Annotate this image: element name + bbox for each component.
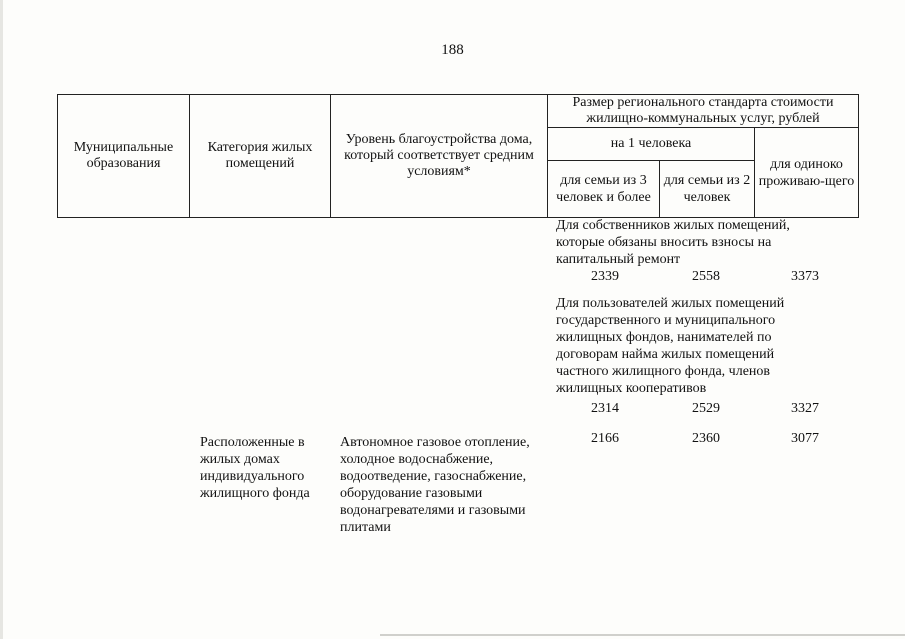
header-single: для одиноко проживаю-щего bbox=[755, 128, 859, 218]
scan-edge-left bbox=[0, 0, 3, 639]
section-owners-label: Для собственников жилых помещений, которые обязаны вносить взносы на капитальный ремонт bbox=[556, 218, 790, 267]
header-table bbox=[57, 94, 859, 218]
header-level: Уровень благоустройства дома, который соответствует средним условиям* bbox=[331, 95, 548, 218]
row-value-family2: 2360 bbox=[692, 431, 720, 446]
row-value-single: 3077 bbox=[791, 431, 819, 446]
owners-value-family3: 2339 bbox=[591, 269, 619, 284]
owners-value-single: 3373 bbox=[791, 269, 819, 284]
users-value-family3: 2314 bbox=[591, 401, 619, 416]
header-per-person: на 1 человека bbox=[548, 128, 755, 161]
header-family2: для семьи из 2 человек bbox=[660, 161, 755, 218]
row-category: Расположенные в жилых домах индивидуального жилищного фонда bbox=[200, 435, 310, 501]
header-family3: для семьи из 3 человек и более bbox=[548, 161, 660, 218]
row-value-family3: 2166 bbox=[591, 431, 619, 446]
users-value-single: 3327 bbox=[791, 401, 819, 416]
header-municipal: Муниципальные образования bbox=[58, 95, 190, 218]
page-number: 188 bbox=[441, 42, 464, 58]
header-standard: Размер регионального стандарта стоимости жилищно-коммунальных услуг, рублей bbox=[548, 95, 859, 128]
row-level: Автономное газовое отопление, холодное водоснабжение, водоотведение, газоснабжение, оборудование газовыми водонагревателями и газовыми плитами bbox=[340, 435, 530, 535]
scan-edge-bottom bbox=[380, 634, 905, 636]
owners-value-family2: 2558 bbox=[692, 269, 720, 284]
users-value-family2: 2529 bbox=[692, 401, 720, 416]
section-users-label: Для пользователей жилых помещений государственного и муниципального жилищных фондов, нанимателей по договорам найма жилых помещений частного жилищного фонда, членов жилищных кооперативов bbox=[556, 296, 785, 396]
header-category: Категория жилых помещений bbox=[190, 95, 331, 218]
